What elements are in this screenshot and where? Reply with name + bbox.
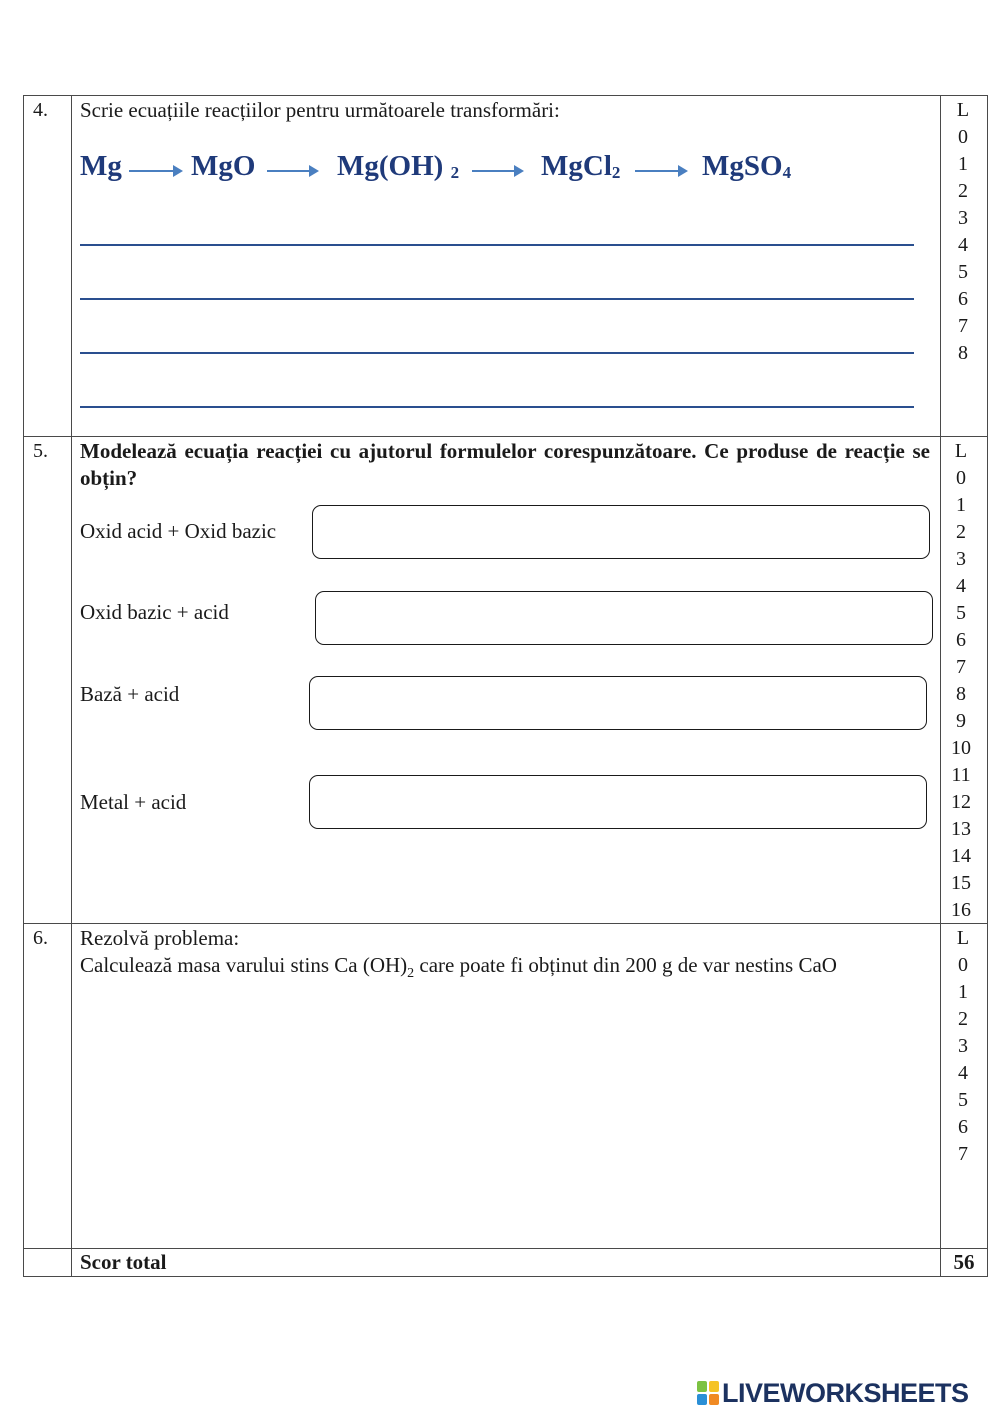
arrow-icon [472, 170, 522, 172]
score-value: 2 [958, 180, 968, 202]
brand-name: LIVEWORKSHEETS [722, 1377, 969, 1408]
score-value: 0 [958, 126, 968, 148]
score-value: 3 [958, 1035, 968, 1057]
answer-box[interactable] [309, 676, 927, 730]
column-divider [940, 95, 941, 1277]
question-prompt: Scrie ecuațiile reacțiilor pentru următoarele transformări: [80, 98, 560, 122]
formula-mgo: MgO [191, 150, 256, 182]
answer-line[interactable] [80, 406, 914, 408]
score-value: 6 [956, 629, 966, 651]
score-value: 7 [958, 1143, 968, 1165]
score-value: 5 [958, 261, 968, 283]
score-value: 2 [956, 521, 966, 543]
score-value: 7 [956, 656, 966, 678]
score-value: 4 [958, 234, 968, 256]
score-value: 16 [951, 899, 971, 921]
score-value: 14 [951, 845, 971, 867]
score-scale [951, 925, 975, 1168]
score-label: L [956, 99, 970, 121]
score-value: 1 [958, 981, 968, 1003]
score-value: 1 [956, 494, 966, 516]
score-value: 12 [951, 791, 971, 813]
transformation-chain [80, 150, 920, 190]
column-divider [71, 95, 72, 1277]
score-value: 9 [956, 710, 966, 732]
score-value: 6 [958, 1116, 968, 1138]
score-value: 11 [951, 764, 971, 786]
table-bottom-border [23, 1276, 988, 1277]
row-divider [23, 436, 988, 437]
answer-line[interactable] [80, 352, 914, 354]
score-value: 15 [951, 872, 971, 894]
total-score: 56 [953, 1250, 975, 1274]
reaction-label: Metal + acid [80, 790, 187, 814]
table-right-border [987, 95, 988, 1277]
answer-line[interactable] [80, 244, 914, 246]
question-prompt: Modelează ecuația reacției cu ajutorul formulelor corespunzătoare. Ce produse de reacție se obțin? [80, 439, 930, 490]
score-value: 7 [958, 315, 968, 337]
score-label: L [954, 440, 968, 462]
score-value: 10 [951, 737, 971, 759]
total-label: Scor total [80, 1250, 167, 1274]
answer-line[interactable] [80, 298, 914, 300]
formula-mg-oh-2: Mg(OH) $_2$ [337, 150, 460, 182]
score-value: 3 [956, 548, 966, 570]
row-divider [23, 1248, 988, 1249]
reaction-label: Oxid acid + Oxid bazic [80, 519, 277, 543]
score-value: 4 [956, 575, 966, 597]
score-label: L [956, 927, 970, 949]
score-value: 13 [951, 818, 971, 840]
arrow-icon [129, 170, 181, 172]
problem-statement: Calculează masa varului stins Ca $(OH)_2$ care poate fi obținut din 200 g de var nestins CaO [80, 953, 837, 982]
score-value: 1 [958, 153, 968, 175]
score-value: 8 [956, 683, 966, 705]
score-value: 5 [956, 602, 966, 624]
score-value: 6 [958, 288, 968, 310]
score-value: 4 [958, 1062, 968, 1084]
reaction-label: Bază + acid [80, 682, 180, 706]
question-number: 5. [33, 440, 48, 462]
formula-mg: Mg [80, 150, 122, 182]
arrow-icon [635, 170, 686, 172]
answer-box[interactable] [309, 775, 927, 829]
row-divider [23, 923, 988, 924]
liveworksheets-logo[interactable] [697, 1378, 969, 1408]
score-value: 0 [958, 954, 968, 976]
logo-icon [697, 1381, 719, 1405]
arrow-icon [267, 170, 317, 172]
question-number: 4. [33, 99, 48, 121]
table-left-border [23, 95, 24, 1277]
formula-mgcl2: MgCl$_2$ [541, 150, 621, 182]
score-value: 8 [958, 342, 968, 364]
answer-box[interactable] [315, 591, 933, 645]
formula-mgso4: MgSO$_4$ [702, 150, 792, 182]
reaction-label: Oxid bazic + acid [80, 600, 229, 624]
score-value: 2 [958, 1008, 968, 1030]
score-scale [951, 97, 975, 367]
score-value: 3 [958, 207, 968, 229]
score-value: 5 [958, 1089, 968, 1111]
problem-heading: Rezolvă problema: [80, 926, 240, 950]
score-scale [947, 438, 975, 924]
answer-box[interactable] [312, 505, 930, 559]
score-value: 0 [956, 467, 966, 489]
table-top-border [23, 95, 988, 96]
question-number: 6. [33, 927, 48, 949]
